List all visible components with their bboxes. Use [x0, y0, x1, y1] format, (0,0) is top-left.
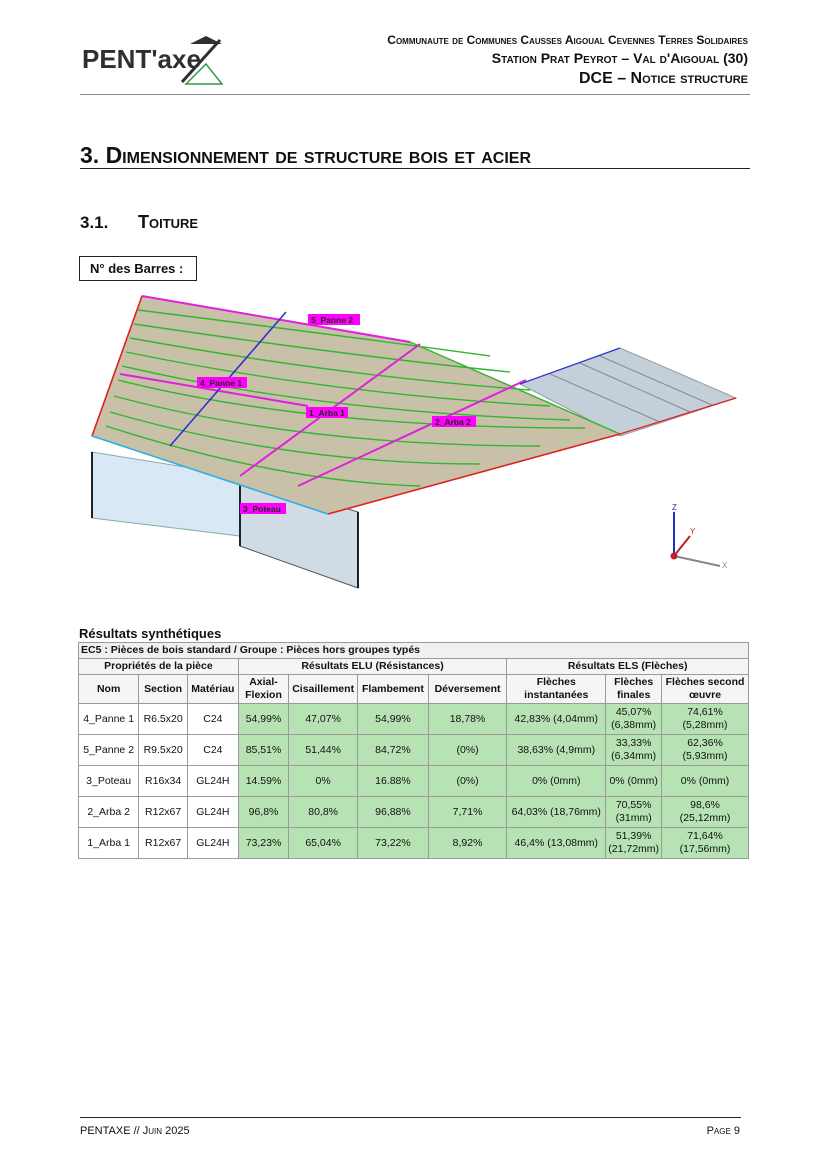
results-title: Résultats synthétiques	[79, 626, 222, 641]
col-header-flambement: Flambement	[358, 675, 429, 704]
section-divider	[80, 168, 750, 169]
cell-value: 65,04%	[289, 828, 358, 859]
label-panne-2: 5_Panne 2	[311, 315, 354, 325]
label-arba-1: 1_Arba 1	[309, 408, 345, 418]
section-title: 3. Dimensionnement de structure bois et acier	[80, 142, 532, 168]
col-header-axial-flexion: Axial-Flexion	[238, 675, 288, 704]
cell-nom: 2_Arba 2	[79, 797, 139, 828]
header-document: DCE – Notice structure	[578, 70, 748, 87]
table-row	[79, 766, 749, 797]
cell-value: 84,72%	[358, 735, 429, 766]
col-header-fleches-instantanees: Flèches instantanées	[507, 675, 606, 704]
header-client: Communaute de Communes Causses Aigoual Cevennes Terres Solidaires	[387, 33, 748, 47]
cell-value: 47,07%	[289, 704, 358, 735]
group-header-els: Résultats ELS (Flèches)	[507, 659, 749, 675]
cell-value: (0%)	[428, 735, 506, 766]
cell-value: 51,44%	[289, 735, 358, 766]
col-header-nom: Nom	[79, 675, 139, 704]
cell-value: 46,4% (13,08mm)	[507, 828, 606, 859]
cell-materiau: GL24H	[187, 766, 238, 797]
cell-value: 33,33% (6,34mm)	[606, 735, 662, 766]
cell-value: 16.88%	[358, 766, 429, 797]
logo-text: PENT'axe	[82, 44, 201, 74]
results-table	[78, 642, 749, 859]
cell-section: R9.5x20	[139, 735, 188, 766]
cell-value: 54,99%	[358, 704, 429, 735]
cell-value: 0% (0mm)	[507, 766, 606, 797]
col-header-deversement: Déversement	[428, 675, 506, 704]
cell-value: 8,92%	[428, 828, 506, 859]
col-header-fleches-second-oeuvre: Flèches second œuvre	[662, 675, 749, 704]
col-header-cisaillement: Cisaillement	[289, 675, 358, 704]
subsection-title: Toiture	[138, 212, 199, 232]
cell-nom: 5_Panne 2	[79, 735, 139, 766]
cell-nom: 1_Arba 1	[79, 828, 139, 859]
cell-value: 71,64% (17,56mm)	[662, 828, 749, 859]
cell-nom: 4_Panne 1	[79, 704, 139, 735]
cell-section: R12x67	[139, 797, 188, 828]
cell-value: 70,55% (31mm)	[606, 797, 662, 828]
cell-value: 14.59%	[238, 766, 288, 797]
table-row	[79, 797, 749, 828]
cell-value: 18,78%	[428, 704, 506, 735]
axis-y-label: Y	[690, 527, 696, 536]
cell-value: 7,71%	[428, 797, 506, 828]
label-panne-1: 4_Panne 1	[200, 378, 243, 388]
col-header-fleches-finales: Flèches finales	[606, 675, 662, 704]
group-header-properties: Propriétés de la pièce	[79, 659, 239, 675]
table-row	[79, 828, 749, 859]
cell-materiau: C24	[187, 704, 238, 735]
group-header-elu: Résultats ELU (Résistances)	[238, 659, 506, 675]
cell-value: 74,61% (5,28mm)	[662, 704, 749, 735]
cell-value: 42,83% (4,04mm)	[507, 704, 606, 735]
cell-value: 51,39% (21,72mm)	[606, 828, 662, 859]
col-header-section: Section	[139, 675, 188, 704]
cell-value: 85,51%	[238, 735, 288, 766]
cell-value: 38,63% (4,9mm)	[507, 735, 606, 766]
structure-3d-model	[80, 286, 750, 606]
cell-section: R16x34	[139, 766, 188, 797]
header-project: Station Prat Peyrot – Val d'Aigoual (30)	[491, 50, 748, 66]
table-row	[79, 735, 749, 766]
label-arba-2: 2_Arba 2	[435, 417, 471, 427]
cell-value: 45,07% (6,38mm)	[606, 704, 662, 735]
pentaxe-logo	[82, 34, 242, 90]
cell-value: 64,03% (18,76mm)	[507, 797, 606, 828]
axis-triad-icon	[671, 503, 729, 570]
cell-materiau: C24	[187, 735, 238, 766]
cell-value: 54,99%	[238, 704, 288, 735]
cell-materiau: GL24H	[187, 797, 238, 828]
cell-value: 96,8%	[238, 797, 288, 828]
axis-x-label: X	[722, 561, 728, 570]
table-row	[79, 704, 749, 735]
cell-value: 0%	[289, 766, 358, 797]
barres-label-box: N° des Barres :	[79, 256, 197, 281]
cell-materiau: GL24H	[187, 828, 238, 859]
col-header-materiau: Matériau	[187, 675, 238, 704]
cell-value: 96,88%	[358, 797, 429, 828]
cell-value: (0%)	[428, 766, 506, 797]
cell-value: 98,6% (25,12mm)	[662, 797, 749, 828]
footer-company-date: PENTAXE // Juin 2025	[80, 1125, 190, 1137]
footer-page-number: Page 9	[706, 1125, 740, 1137]
axis-z-label: Z	[672, 503, 677, 512]
footer-divider	[80, 1117, 741, 1118]
results-group-caption: EC5 : Pièces de bois standard / Groupe : Pièces hors groupes typés	[79, 643, 749, 659]
cell-value: 80,8%	[289, 797, 358, 828]
cell-value: 0% (0mm)	[662, 766, 749, 797]
header-divider	[80, 94, 750, 95]
subsection-number: 3.1.	[80, 213, 109, 232]
cell-value: 73,23%	[238, 828, 288, 859]
cell-value: 73,22%	[358, 828, 429, 859]
cell-section: R12x67	[139, 828, 188, 859]
label-poteau: 3_Poteau	[243, 504, 281, 514]
cell-value: 62,36% (5,93mm)	[662, 735, 749, 766]
cell-section: R6.5x20	[139, 704, 188, 735]
cell-nom: 3_Poteau	[79, 766, 139, 797]
cell-value: 0% (0mm)	[606, 766, 662, 797]
